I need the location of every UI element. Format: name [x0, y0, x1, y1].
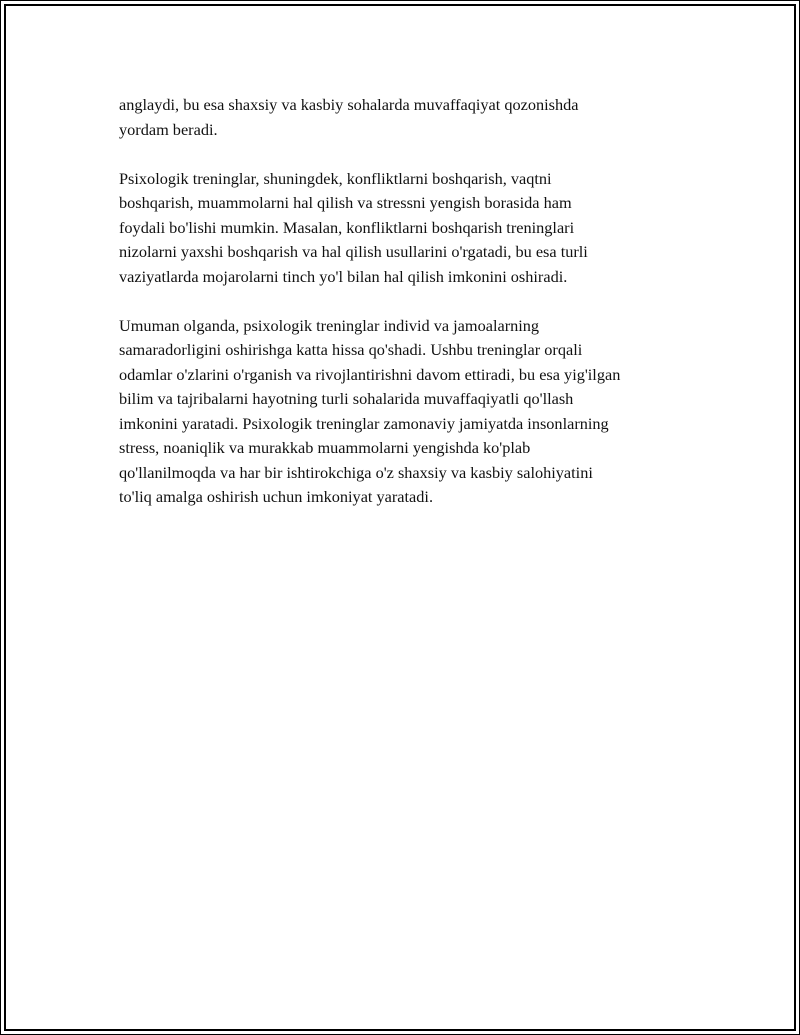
document-body — [119, 93, 719, 534]
paragraph-2: Psixologik treninglar, shuningdek, konfliktlarni boshqarish, vaqtni boshqarish, muammolarni hal qilish va stressni yengish borasida ham foydali bo'lishi mumkin. Masalan, konfliktlarni boshqarish treninglari nizolarni yaxshi boshqarish va hal qilish usullarini o'rgatadi, bu esa turli vaziyatlarda mojarolarni tinch yo'l bilan hal qilish imkonini oshiradi. — [119, 168, 588, 286]
paragraph-3: Umuman olganda, psixologik treninglar individ va jamoalarning samaradorligini oshirishga katta hissa qo'shadi. Ushbu treninglar orqali odamlar o'zlarini o'rganish va rivojlantirishni davom ettiradi, bu esa yig'ilgan bilim va tajribalarni hayotning turli sohalarida muvaffaqiyatli qo'llash imkonini yaratadi. Psixologik treninglar zamonaviy jamiyatda insonlarning stress, noaniqlik va murakkab muammolarni yengishda ko'plab qo'llanilmoqda va har bir ishtirokchiga o'z shaxsiy va kasbiy salohiyatini to'liq amalga oshirish uchun imkoniyat yaratadi. — [119, 315, 621, 506]
paragraph-1: anglaydi, bu esa shaxsiy va kasbiy sohalarda muvaffaqiyat qozonishda yordam beradi. — [119, 95, 579, 139]
